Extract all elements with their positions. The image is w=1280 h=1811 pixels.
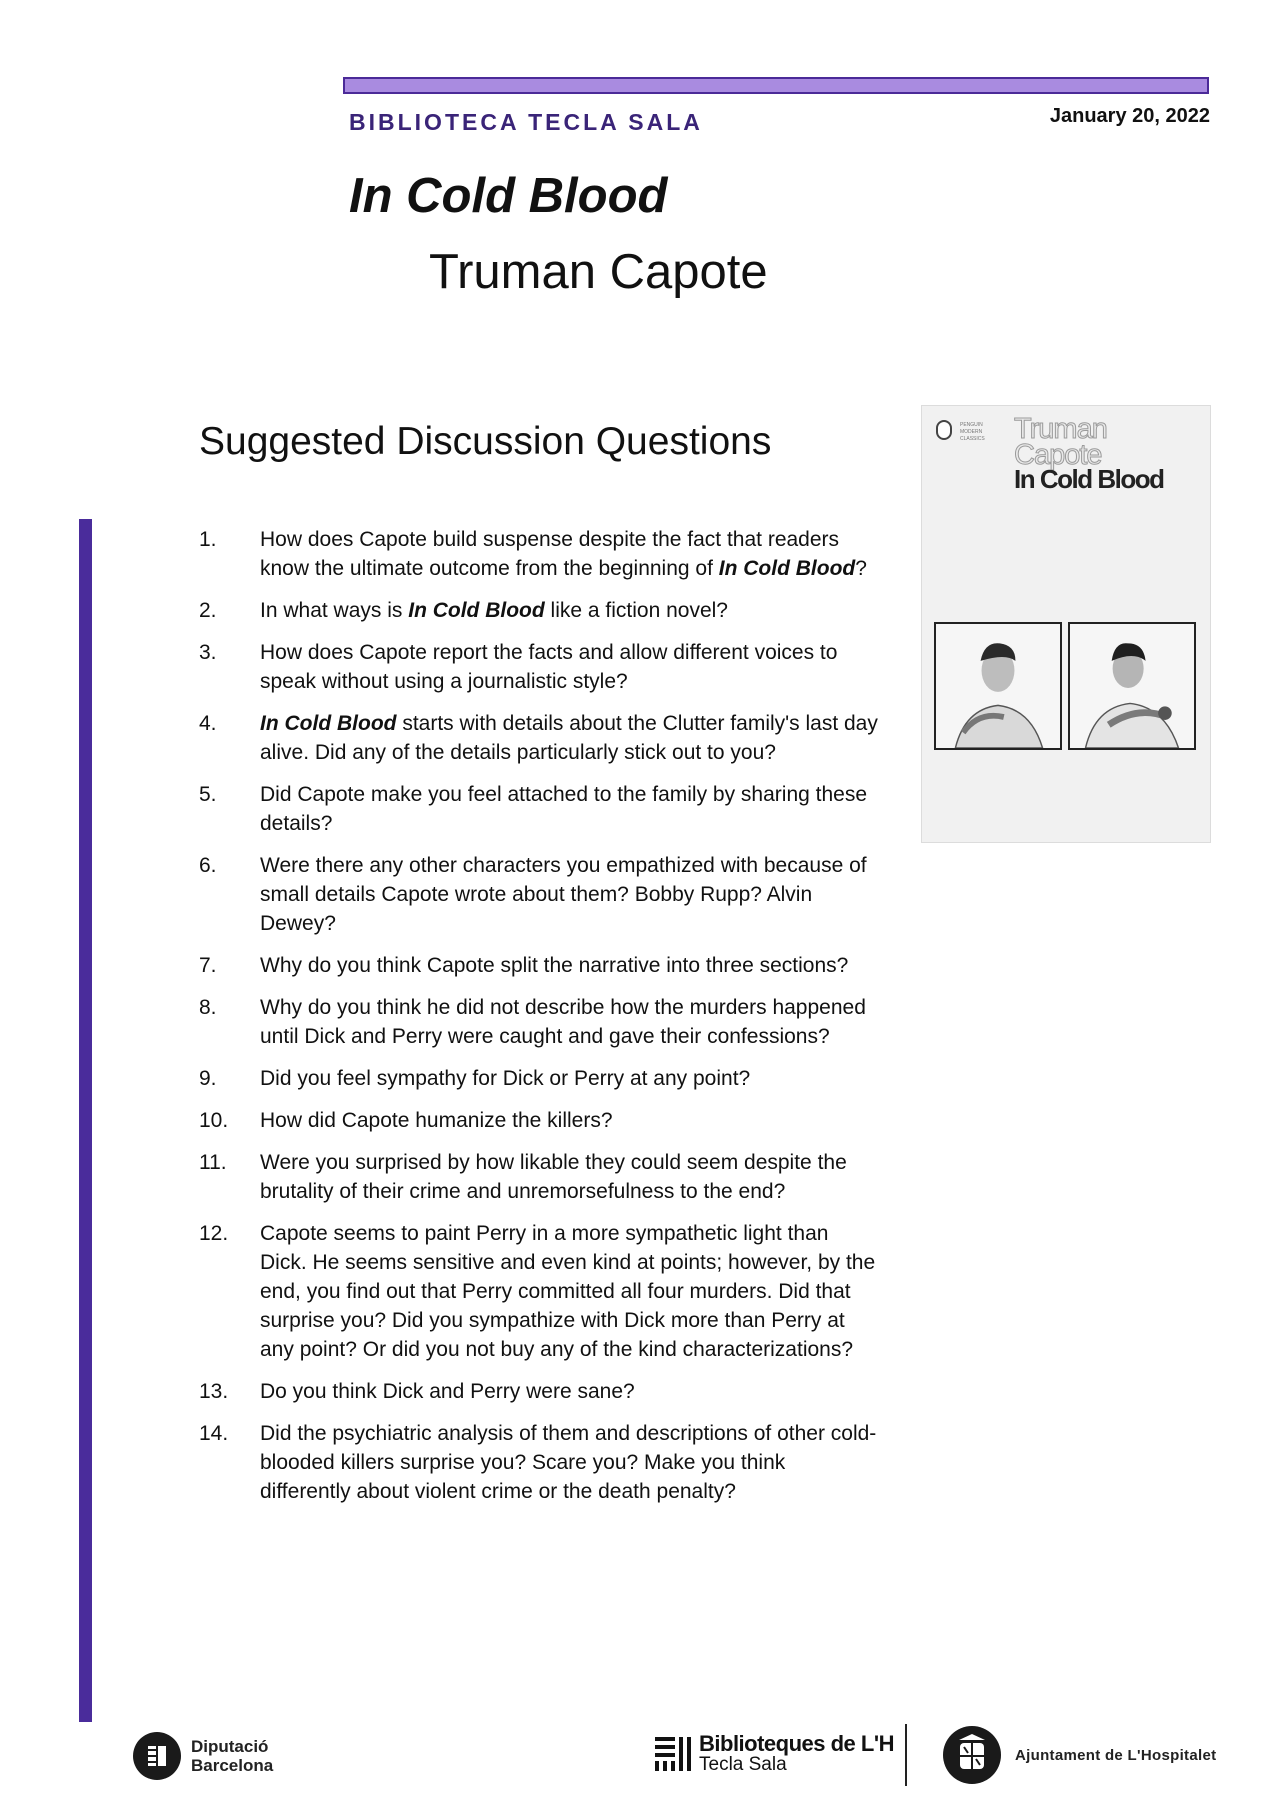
question-number: 6.	[199, 854, 217, 877]
cover-author-first: Truman	[1014, 413, 1107, 445]
question-text	[260, 851, 879, 938]
ajuntament-logo	[943, 1726, 1216, 1784]
diputacio-seal-icon	[133, 1732, 181, 1780]
question-text-segment: ?	[855, 557, 867, 580]
biblioteques-mark-icon	[655, 1735, 693, 1773]
question-item	[199, 851, 879, 938]
question-text-segment: Why do you think Capote split the narrative into three sections?	[260, 954, 849, 977]
question-text-segment: Did Capote make you feel attached to the family by sharing these details?	[260, 783, 868, 835]
question-text	[260, 1219, 879, 1364]
book-author: Truman Capote	[429, 245, 768, 299]
question-text	[260, 993, 879, 1051]
cover-series: PENGUIN MODERN CLASSICS	[960, 422, 985, 442]
question-text-segment: Did you feel sympathy for Dick or Perry at any point?	[260, 1067, 751, 1090]
question-number: 13.	[199, 1380, 229, 1403]
ajuntament-seal-icon	[943, 1726, 1001, 1784]
side-accent-bar	[79, 519, 92, 1722]
cover-author	[1014, 413, 1107, 471]
question-text-segment: starts with details about the Clutter family's last day alive. Did any of the details particularly stick out to you?	[260, 712, 878, 764]
question-item	[199, 1148, 879, 1206]
biblioteques-logo	[655, 1733, 894, 1774]
question-item	[199, 525, 879, 583]
question-text-segment: How does Capote build suspense despite the fact that readers know the ultimate outcome from the beginning of	[260, 528, 840, 580]
question-book-title: In Cold Blood	[260, 712, 397, 735]
question-text-segment: like a fiction novel?	[544, 599, 728, 622]
question-number: 7.	[199, 954, 217, 977]
question-number: 9.	[199, 1067, 217, 1090]
question-number: 12.	[199, 1222, 229, 1245]
question-text-segment: Capote seems to paint Perry in a more sympathetic light than Dick. He seems sensitive and even kind at points; however, by the end, you find out that Perry committed all four murders. Did that surprise you? Did you sympathize with Dick more than Perry at any point? Or did you not buy any of the kind characterizations?	[260, 1222, 876, 1361]
question-text	[260, 780, 879, 838]
question-number: 2.	[199, 599, 217, 622]
question-text-segment: Why do you think he did not describe how the murders happened until Dick and Perry were caught and gave their confessions?	[260, 996, 866, 1048]
ajuntament-name: Ajuntament de L'Hospitalet	[1015, 1746, 1217, 1764]
diputacio-city: Barcelona	[191, 1756, 274, 1775]
question-text	[260, 1148, 879, 1206]
penguin-logo-icon	[936, 420, 952, 440]
mugshot-photo-right	[1068, 622, 1196, 750]
biblioteques-name: Biblioteques de L'H	[699, 1731, 894, 1756]
question-text-segment: Were you surprised by how likable they could seem despite the brutality of their crime and unremorsefulness to the end?	[260, 1151, 847, 1203]
question-item	[199, 951, 879, 980]
diputacio-logo	[133, 1732, 273, 1780]
question-item	[199, 596, 879, 625]
question-item	[199, 780, 879, 838]
footer-divider	[905, 1724, 907, 1786]
question-text	[260, 1064, 879, 1093]
question-list	[199, 525, 879, 1519]
question-number: 4.	[199, 712, 217, 735]
question-number: 14.	[199, 1422, 229, 1445]
biblioteques-branch: Tecla Sala	[699, 1754, 787, 1775]
question-item	[199, 1064, 879, 1093]
question-item	[199, 638, 879, 696]
question-text-segment: In what ways is	[260, 599, 409, 622]
question-number: 3.	[199, 641, 217, 664]
question-text	[260, 525, 879, 583]
question-text-segment: How does Capote report the facts and allow different voices to speak without using a journalistic style?	[260, 641, 838, 693]
question-text	[260, 638, 879, 696]
question-item	[199, 1419, 879, 1506]
question-text	[260, 1106, 879, 1135]
question-text	[260, 596, 879, 625]
question-text-segment: How did Capote humanize the killers?	[260, 1109, 613, 1132]
question-number: 5.	[199, 783, 217, 806]
question-text	[260, 1419, 879, 1506]
library-name: BIBLIOTECA TECLA SALA	[349, 109, 703, 135]
question-number: 11.	[199, 1151, 227, 1174]
header-accent-bar	[343, 77, 1209, 94]
question-item	[199, 1106, 879, 1135]
question-text-segment: Were there any other characters you empathized with because of small details Capote wrote about them? Bobby Rupp? Alvin Dewey?	[260, 854, 867, 935]
question-number: 10.	[199, 1109, 229, 1132]
question-item	[199, 709, 879, 767]
diputacio-name: Diputació	[191, 1737, 269, 1756]
cover-title: In Cold Blood	[1014, 464, 1164, 494]
question-text-segment: Do you think Dick and Perry were sane?	[260, 1380, 635, 1403]
book-cover	[921, 405, 1211, 843]
question-number: 1.	[199, 528, 217, 551]
question-text	[260, 709, 879, 767]
document-date: January 20, 2022	[1049, 105, 1210, 127]
cover-author-last: Capote	[1014, 439, 1102, 471]
question-number: 8.	[199, 996, 217, 1019]
question-book-title: In Cold Blood	[408, 599, 545, 622]
question-text	[260, 1377, 879, 1406]
question-text-segment: Did the psychiatric analysis of them and descriptions of other cold-blooded killers surprise you? Scare you? Make you think differently about violent crime or the death penalty?	[260, 1422, 877, 1503]
mugshot-photo-left	[934, 622, 1062, 750]
question-item	[199, 993, 879, 1051]
section-heading: Suggested Discussion Questions	[199, 420, 772, 463]
question-item	[199, 1219, 879, 1364]
question-item	[199, 1377, 879, 1406]
question-text	[260, 951, 879, 980]
book-title: In Cold Blood	[349, 169, 668, 223]
question-book-title: In Cold Blood	[718, 557, 856, 580]
